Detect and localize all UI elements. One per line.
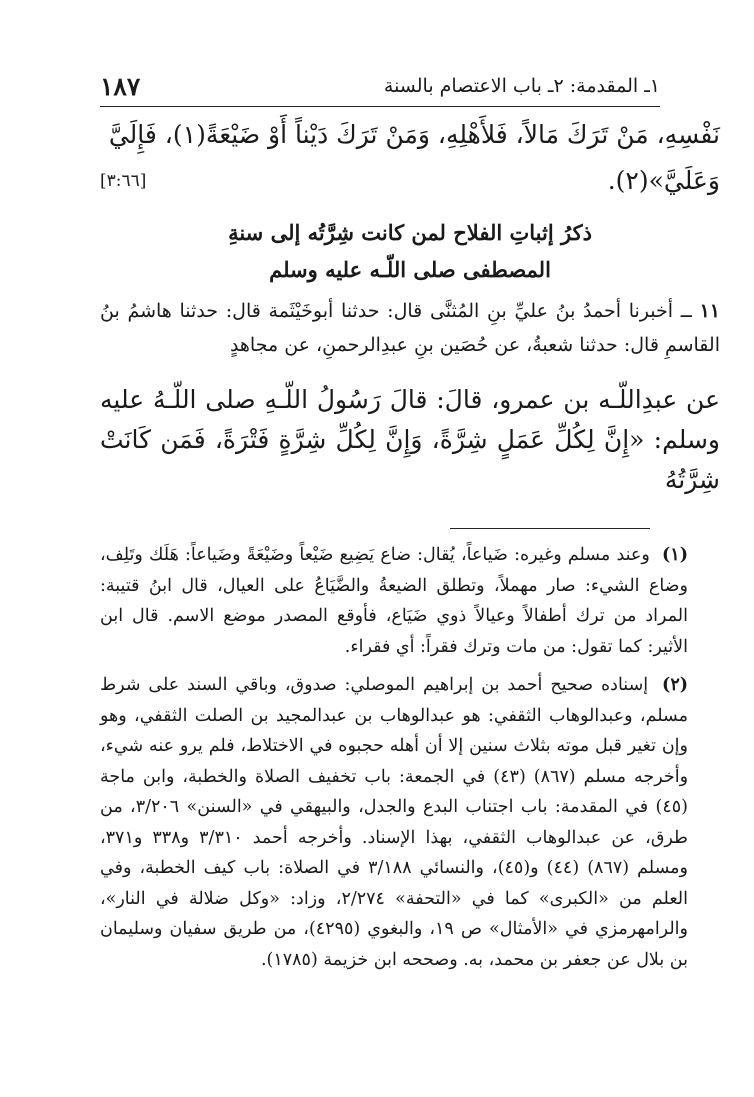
hadith-matn: عن عبدِاللّـه بن عمرو، قالَ: قالَ رَسُولُ اللّـهِ صلى اللّـهُ عليه وسلم: «إِنَّ لِكُلِّ عَمَلٍ شِرَّةً، وَإِنَّ لِكُلِّ شِرَّةٍ فَتْرَةً، فَمَن كَانَتْ شِرَّتُهُ bbox=[100, 385, 720, 494]
footnote bbox=[100, 670, 688, 975]
chapter-title-line-1: ذكرُ إثباتِ الفلاح لمن كانت شِرَّتُه إلى سنةِ bbox=[228, 220, 592, 245]
running-header-title: ١ـ المقدمة: ٢ـ باب الاعتصام بالسنة bbox=[383, 75, 660, 97]
footnote-separator bbox=[450, 528, 650, 529]
footnote bbox=[100, 540, 688, 662]
reference-marker: [٣:٦٦] bbox=[100, 171, 147, 191]
hadith-number: ١١ bbox=[699, 300, 720, 322]
footnote-text: إسناده صحيح أحمد بن إبراهيم الموصلي: صدوق، وباقي السند على شرط مسلم، وعبدالوهاب الثقفي: هو عبدالوهاب بن عبدالمجيد بن الصلت الثقفي، وهو وإن تغير قبل موته بثلاث سنين إلا أن أهله حجبوه في الاختلاط، فلم يرو عنه شيء، وأخرجه مسلم (٨٦٧) (٤٣) في الجمعة: باب تخفيف الصلاة والخطبة، وابن ماجة (٤٥) في المقدمة: باب اجتناب البدع والجدل، والبيهقي في «السنن» ٣/٢٠٦، من طرق، عن عبدالوهاب الثقفي، بهذا الإسناد. وأخرجه أحمد ٣/٣١٠ و٣٣٨ و٣٧١، ومسلم (٨٦٧) (٤٤) و(٤٥)، والنسائي ٣/١٨٨ في الصلاة: باب كيف الخطبة، وفي العلم من «الكبرى» كما في «التحفة» ٢/٢٧٤، وزاد: «وكل ضلالة في النار»، والرامهرمزي في «الأمثال» ص ١٩، والبغوي (٤٢٩٥)، من طريق سفيان وسليمان بن بلال عن جعفر بن محمد، به. وصححه ابن خزيمة (١٧٨٥). bbox=[100, 675, 689, 970]
chapter-title bbox=[100, 214, 720, 288]
chapter-title-line-2: المصطفى صلى اللّـه عليه وسلم bbox=[269, 257, 551, 282]
main-text bbox=[100, 112, 720, 500]
running-header bbox=[100, 66, 660, 107]
hadith-isnad bbox=[100, 294, 720, 362]
isnad-text: ــ أخبرنا أحمدُ بنُ عليِّ بنِ المُثنَّى قال: حدثنا أبوخَيْثَمة قال: حدثنا هاشمُ بنُ القاسمِ قال: حدثنا شعبةُ، عن حُصَين بنِ عبدِالرحمنِ، عن مجاهدٍ bbox=[100, 300, 720, 356]
footnote-number: (٢) bbox=[662, 675, 688, 695]
hadith-continuation: نَفْسِهِ، مَنْ تَرَكَ مَالاً، فَلأَهْلِهِ، وَمَنْ تَرَكَ دَيْناً أَوْ ضَيْعَةً(١)، فَإِلَيَّ وَعَلَيَّ»(٢). bbox=[108, 120, 720, 195]
page-number: ١٨٧ bbox=[100, 71, 141, 101]
footnote-text: وعند مسلم وغيره: ضَياعاً، يُقال: ضاع يَضِيع ضَيْعاً وضَيْعَةً وضَياعاً: هَلَك وتَلِف، وضاع الشيء: صار مهملاً، وتطلق الضيعةُ والضَّيَاعُ على العيال، قال ابنُ قتيبة: المراد من ترك أطفالاً وعيالاً ذوي ضَيَاع، فأوقع المصدر موضع الاسم. قال ابن الأثير: كما تقول: من مات وترك فقراً: أي فقراء. bbox=[100, 545, 688, 657]
footnotes bbox=[100, 540, 688, 983]
footnote-number: (١) bbox=[662, 545, 688, 565]
